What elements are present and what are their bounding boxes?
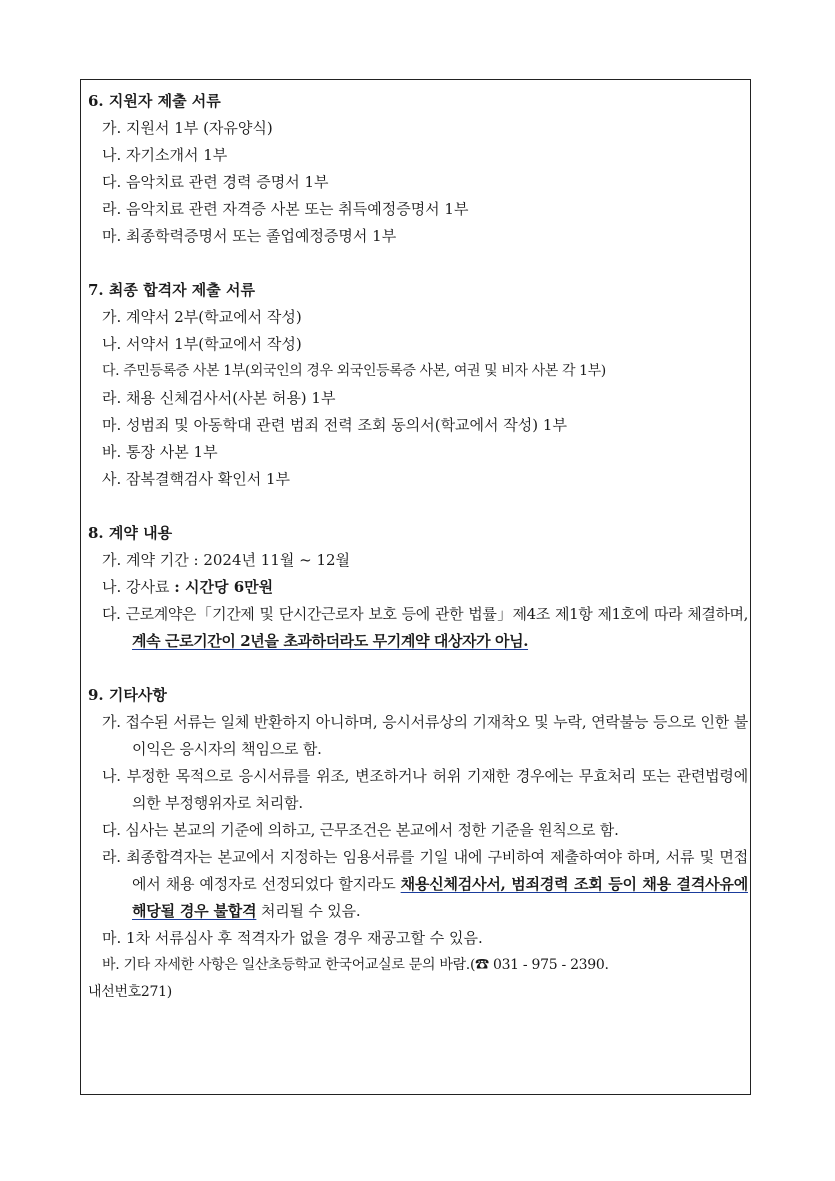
fee-value: : 시간당 6만원: [174, 578, 274, 596]
section-8-heading: 8. 계약 내용: [88, 524, 173, 542]
section-7-item: 사. 잠복결핵검사 확인서 1부: [102, 470, 291, 488]
contract-law-text: 다. 근로계약은「기간제 및 단시간근로자 보호 등에 관한 법률」제4조 제1항 제1호에 따라 체결하며,: [102, 605, 748, 623]
section-9-item: 가. 접수된 서류는 일체 반환하지 아니하며, 응시서류상의 기재착오 및 누락, 연락불능 등으로 인한 불이익은 응시자의 책임으로 함.: [102, 713, 748, 758]
final-docs-tail: 처리될 수 있음.: [256, 902, 361, 920]
section-8-item-contract-period: 가. 계약 기간 : 2024년 11월 ~ 12월: [102, 551, 351, 569]
section-6-item: 나. 자기소개서 1부: [102, 146, 228, 164]
final-docs-text: 라. 최종합격자는 본교에서 지정하는 임용서류를 기일 내에 구비하여 제출하여야 하며, 서류 및 면접에서 채용 예정자로 선정되었다 할지라도: [102, 848, 748, 893]
section-7-item: 마. 성범죄 및 아동학대 관련 범죄 전력 조회 동의서(학교에서 작성) 1부: [102, 416, 567, 434]
section-9-item-contact: 바. 기타 자세한 사항은 일산초등학교 한국어교실로 문의 바람.(☎ 031 - 975 - 2390.: [102, 957, 609, 973]
document-body: [88, 88, 748, 1006]
spacer: [88, 655, 748, 682]
section-6-item: 가. 지원서 1부 (자유양식): [102, 119, 273, 137]
section-6-item: 마. 최종학력증명서 또는 졸업예정증명서 1부: [102, 227, 397, 245]
section-6-item: 라. 음악치료 관련 자격증 사본 또는 취득예정증명서 1부: [102, 200, 469, 218]
section-6-heading: 6. 지원자 제출 서류: [88, 92, 221, 110]
section-9-item: 다. 심사는 본교의 기준에 의하고, 근무조건은 본교에서 정한 기준을 원칙으로 함.: [102, 821, 619, 839]
section-9-item-contact-extension: 내선번호271): [88, 984, 172, 1000]
section-9-item-final-docs: [88, 844, 748, 925]
section-8-item-fee: [88, 574, 748, 601]
section-7-item: 나. 서약서 1부(학교에서 작성): [102, 335, 302, 353]
section-9-heading: 9. 기타사항: [88, 686, 167, 704]
section-7-item: 가. 계약서 2부(학교에서 작성): [102, 308, 302, 326]
section-6-item: 다. 음악치료 관련 경력 증명서 1부: [102, 173, 329, 191]
contract-law-emphasis: 계속 근로기간이 2년을 초과하더라도 무기계약 대상자가 아님.: [132, 632, 529, 650]
spacer: [88, 250, 748, 277]
section-8-item-contract-law: [88, 601, 748, 655]
section-7-item: 다. 주민등록증 사본 1부(외국인의 경우 외국인등록증 사본, 여권 및 비자 사본 각 1부): [102, 363, 606, 379]
section-7-item: 라. 채용 신체검사서(사본 허용) 1부: [102, 389, 336, 407]
final-docs-emphasis: 채용신체검사서, 범죄경력 조회 등이 채용 결격사유에 해당될 경우 불합격: [132, 875, 748, 920]
section-7-heading: 7. 최종 합격자 제출 서류: [88, 281, 255, 299]
section-9-item: 마. 1차 서류심사 후 적격자가 없을 경우 재공고할 수 있음.: [102, 929, 483, 947]
section-9-item: 나. 부정한 목적으로 응시서류를 위조, 변조하거나 허위 기재한 경우에는 무효처리 또는 관련법령에 의한 부정행위자로 처리함.: [102, 767, 748, 812]
spacer: [88, 493, 748, 520]
fee-label: 나. 강사료: [102, 578, 175, 596]
section-7-item: 바. 통장 사본 1부: [102, 443, 218, 461]
